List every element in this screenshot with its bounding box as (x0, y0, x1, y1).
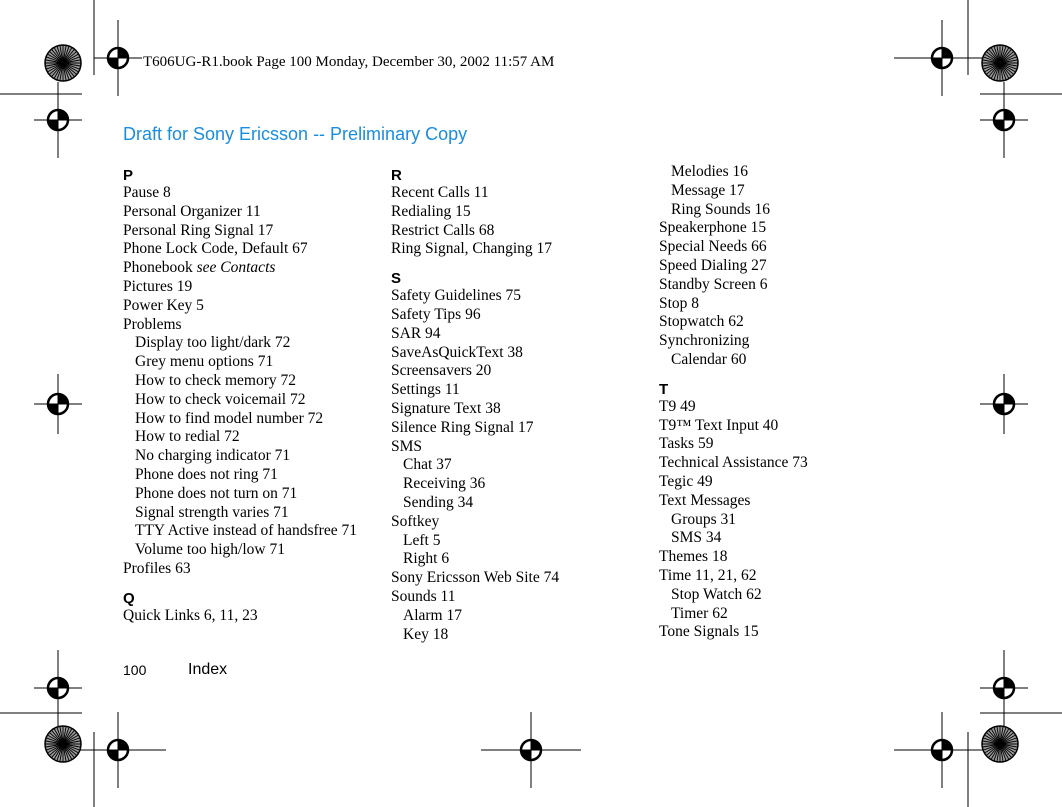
starburst-target-icon (982, 45, 1018, 81)
index-subentry (123, 522, 383, 541)
index-entry (659, 454, 919, 473)
index-entry (391, 438, 651, 457)
index-entry-text: Safety Guidelines 75 (391, 287, 522, 305)
registration-target-icon (94, 20, 142, 96)
index-subentry (123, 372, 383, 391)
index-entry (659, 313, 919, 332)
index-entry-text: Pause 8 (123, 184, 171, 201)
index-entry (391, 203, 651, 222)
index-subentry (123, 447, 383, 466)
index-entry-text: Groups 31 (671, 510, 737, 528)
index-entry-text: Phone Lock Code, Default 67 (123, 240, 308, 258)
index-cross-reference: see Contacts (196, 259, 276, 277)
starburst-target-icon (982, 726, 1018, 762)
index-entry (123, 316, 383, 335)
index-entry-text: Stop Watch 62 (671, 585, 762, 603)
index-entry-text: TTY Active instead of handsfree 71 (135, 522, 357, 540)
index-entry (391, 381, 651, 400)
registration-target-icon (34, 374, 82, 434)
index-entry-text: Stopwatch 62 (659, 313, 744, 331)
index-entry (391, 513, 651, 532)
index-entry (659, 398, 919, 417)
index-subentry (391, 626, 651, 645)
index-subentry (391, 607, 651, 626)
index-entry-text: Recent Calls 11 (391, 184, 489, 201)
index-entry-text: Redialing 15 (391, 202, 471, 220)
registration-target-icon (70, 712, 166, 788)
index-subentry (123, 504, 383, 523)
registration-target-icon (894, 20, 990, 96)
index-subentry (123, 428, 383, 447)
index-entry-text: How to redial 72 (135, 428, 240, 446)
index-entry (659, 623, 919, 642)
index-column-1 (123, 163, 383, 626)
registration-target-icon (34, 82, 82, 158)
index-subentry (123, 410, 383, 429)
index-entry-text: Chat 37 (403, 456, 452, 474)
index-entry-text: Silence Ring Signal 17 (391, 418, 534, 436)
index-subentry (659, 163, 919, 182)
index-subentry (659, 586, 919, 605)
index-entry (391, 569, 651, 588)
index-entry (391, 306, 651, 325)
index-entry (659, 332, 919, 351)
index-entry (123, 278, 383, 297)
index-letter-heading: S (391, 270, 402, 288)
index-entry-text: SMS (391, 437, 423, 455)
index-entry-text: Tasks 59 (659, 435, 714, 453)
index-entry-text: Quick Links 6, 11, 23 (123, 606, 258, 624)
index-subentry (659, 201, 919, 220)
index-entry-text: Softkey (391, 512, 440, 530)
index-entry (123, 259, 383, 278)
index-entry-text: Synchronizing (659, 332, 750, 350)
index-entry-text: Signal strength varies 71 (135, 503, 289, 521)
index-entry-text: Profiles 63 (123, 559, 191, 577)
index-entry-text: Pictures 19 (123, 277, 193, 295)
index-entry (123, 560, 383, 579)
index-letter-heading: T (659, 380, 669, 398)
index-entry (391, 400, 651, 419)
registration-target-icon (34, 650, 82, 726)
index-entry-text: Safety Tips 96 (391, 305, 481, 323)
index-letter-heading: P (123, 167, 134, 184)
starburst-target-icon (45, 45, 81, 81)
index-entry-text: How to check voicemail 72 (135, 390, 306, 408)
registration-target-icon (894, 712, 990, 788)
draft-title: Draft for Sony Ericsson -- Preliminary Copy (123, 124, 468, 144)
index-entry-text: Personal Organizer 11 (123, 202, 261, 220)
index-subentry (123, 541, 383, 560)
index-entry (659, 417, 919, 436)
index-entry-text: Melodies 16 (671, 163, 749, 180)
index-column-2 (391, 163, 651, 644)
index-entry-text: T9™ Text Input 40 (659, 416, 779, 434)
index-entry-text: Technical Assistance 73 (659, 454, 808, 472)
index-entry-text: Ring Sounds 16 (671, 200, 771, 218)
index-entry-text: Time 11, 21, 62 (659, 566, 757, 584)
index-entry-text: Signature Text 38 (391, 399, 501, 417)
index-entry-text: Sounds 11 (391, 587, 456, 605)
section-name: Index (188, 661, 228, 678)
index-entry-text: Power Key 5 (123, 296, 204, 314)
index-entry-text: Display too light/dark 72 (135, 334, 291, 352)
book-header-line: T606UG-R1.book Page 100 Monday, December 30, 2002 11:57 AM (143, 54, 555, 70)
index-subentry (659, 529, 919, 548)
index-entry (391, 419, 651, 438)
index-entry-text: Tone Signals 15 (659, 623, 759, 641)
index-entry (123, 184, 383, 203)
index-subentry (659, 351, 919, 370)
index-letter-heading: Q (123, 589, 135, 607)
index-letter-heading: R (391, 167, 402, 184)
index-entry-text: How to find model number 72 (135, 409, 324, 427)
index-entry (391, 344, 651, 363)
index-entry (659, 276, 919, 295)
index-entry (123, 203, 383, 222)
index-entry (123, 222, 383, 241)
index-entry-text: Special Needs 66 (659, 238, 767, 256)
index-entry-text: Restrict Calls 68 (391, 221, 495, 239)
index-entry-text: Calendar 60 (671, 350, 747, 368)
index-entry-text: Phone does not ring 71 (135, 465, 278, 483)
index-entry-text: Alarm 17 (403, 606, 462, 624)
index-entry-text: SMS 34 (671, 529, 722, 547)
index-entry-text: SAR 94 (391, 324, 441, 342)
index-entry-text: Phone does not turn on 71 (135, 484, 298, 502)
index-subentry (659, 511, 919, 530)
index-subentry (659, 182, 919, 201)
index-entry-text: Text Messages (659, 491, 751, 509)
registration-target-icon (980, 650, 1028, 726)
index-entry (659, 257, 919, 276)
index-entry-text: Message 17 (671, 181, 745, 199)
index-entry (659, 473, 919, 492)
index-subentry (659, 605, 919, 624)
index-column-3 (659, 163, 919, 642)
index-entry-text: SaveAsQuickText 38 (391, 343, 523, 361)
index-entry-text: Stop 8 (659, 294, 700, 312)
index-entry-text: How to check memory 72 (135, 371, 296, 389)
index-entry-text: Phonebook (123, 259, 197, 277)
index-entry-text: Volume too high/low 71 (135, 541, 285, 559)
index-entry-text: Left 5 (403, 531, 441, 549)
index-subentry (123, 391, 383, 410)
index-entry (123, 297, 383, 316)
index-subentry (391, 532, 651, 551)
index-entry (659, 435, 919, 454)
registration-target-icon (980, 374, 1028, 434)
index-entry-text: Speakerphone 15 (659, 219, 767, 237)
index-entry-text: Key 18 (403, 625, 449, 643)
starburst-target-icon (45, 726, 81, 762)
index-entry-text: Personal Ring Signal 17 (123, 221, 274, 239)
index-entry-text: Right 6 (403, 550, 450, 568)
index-entry (391, 240, 651, 259)
index-entry (391, 184, 651, 203)
index-entry (123, 607, 383, 626)
index-entry-text: Standby Screen 6 (659, 275, 768, 293)
index-entry (391, 588, 651, 607)
index-entry (391, 362, 651, 381)
index-entry-text: Themes 18 (659, 548, 728, 566)
index-subentry (123, 466, 383, 485)
index-subentry (123, 353, 383, 372)
index-subentry (391, 494, 651, 513)
index-entry (659, 567, 919, 586)
index-entry (391, 287, 651, 306)
index-entry (123, 240, 383, 259)
registration-target-icon (980, 82, 1028, 158)
index-subentry (123, 485, 383, 504)
index-entry-text: Grey menu options 71 (135, 353, 274, 371)
index-entry-text: Tegic 49 (659, 472, 713, 490)
index-entry-text: Settings 11 (391, 381, 460, 399)
index-entry-text: Sony Ericsson Web Site 74 (391, 569, 560, 587)
index-entry-text: No charging indicator 71 (135, 447, 291, 465)
index-entry-text: Sending 34 (403, 493, 474, 511)
index-entry (659, 219, 919, 238)
index-entry (659, 238, 919, 257)
index-entry (659, 295, 919, 314)
index-entry (391, 222, 651, 241)
index-entry-text: Timer 62 (671, 604, 728, 622)
page-number: 100 (123, 662, 147, 678)
index-entry-text: Screensavers 20 (391, 362, 492, 380)
index-subentry (391, 475, 651, 494)
registration-target-icon (481, 712, 581, 788)
index-entry (659, 548, 919, 567)
index-subentry (391, 550, 651, 569)
index-entry-text: Problems (123, 315, 182, 333)
index-subentry (123, 334, 383, 353)
index-entry-text: Speed Dialing 27 (659, 256, 767, 274)
index-entry (659, 492, 919, 511)
index-subentry (391, 456, 651, 475)
index-entry-text: Receiving 36 (403, 475, 486, 493)
index-entry (391, 325, 651, 344)
index-entry-text: T9 49 (659, 397, 696, 415)
index-entry-text: Ring Signal, Changing 17 (391, 240, 553, 258)
